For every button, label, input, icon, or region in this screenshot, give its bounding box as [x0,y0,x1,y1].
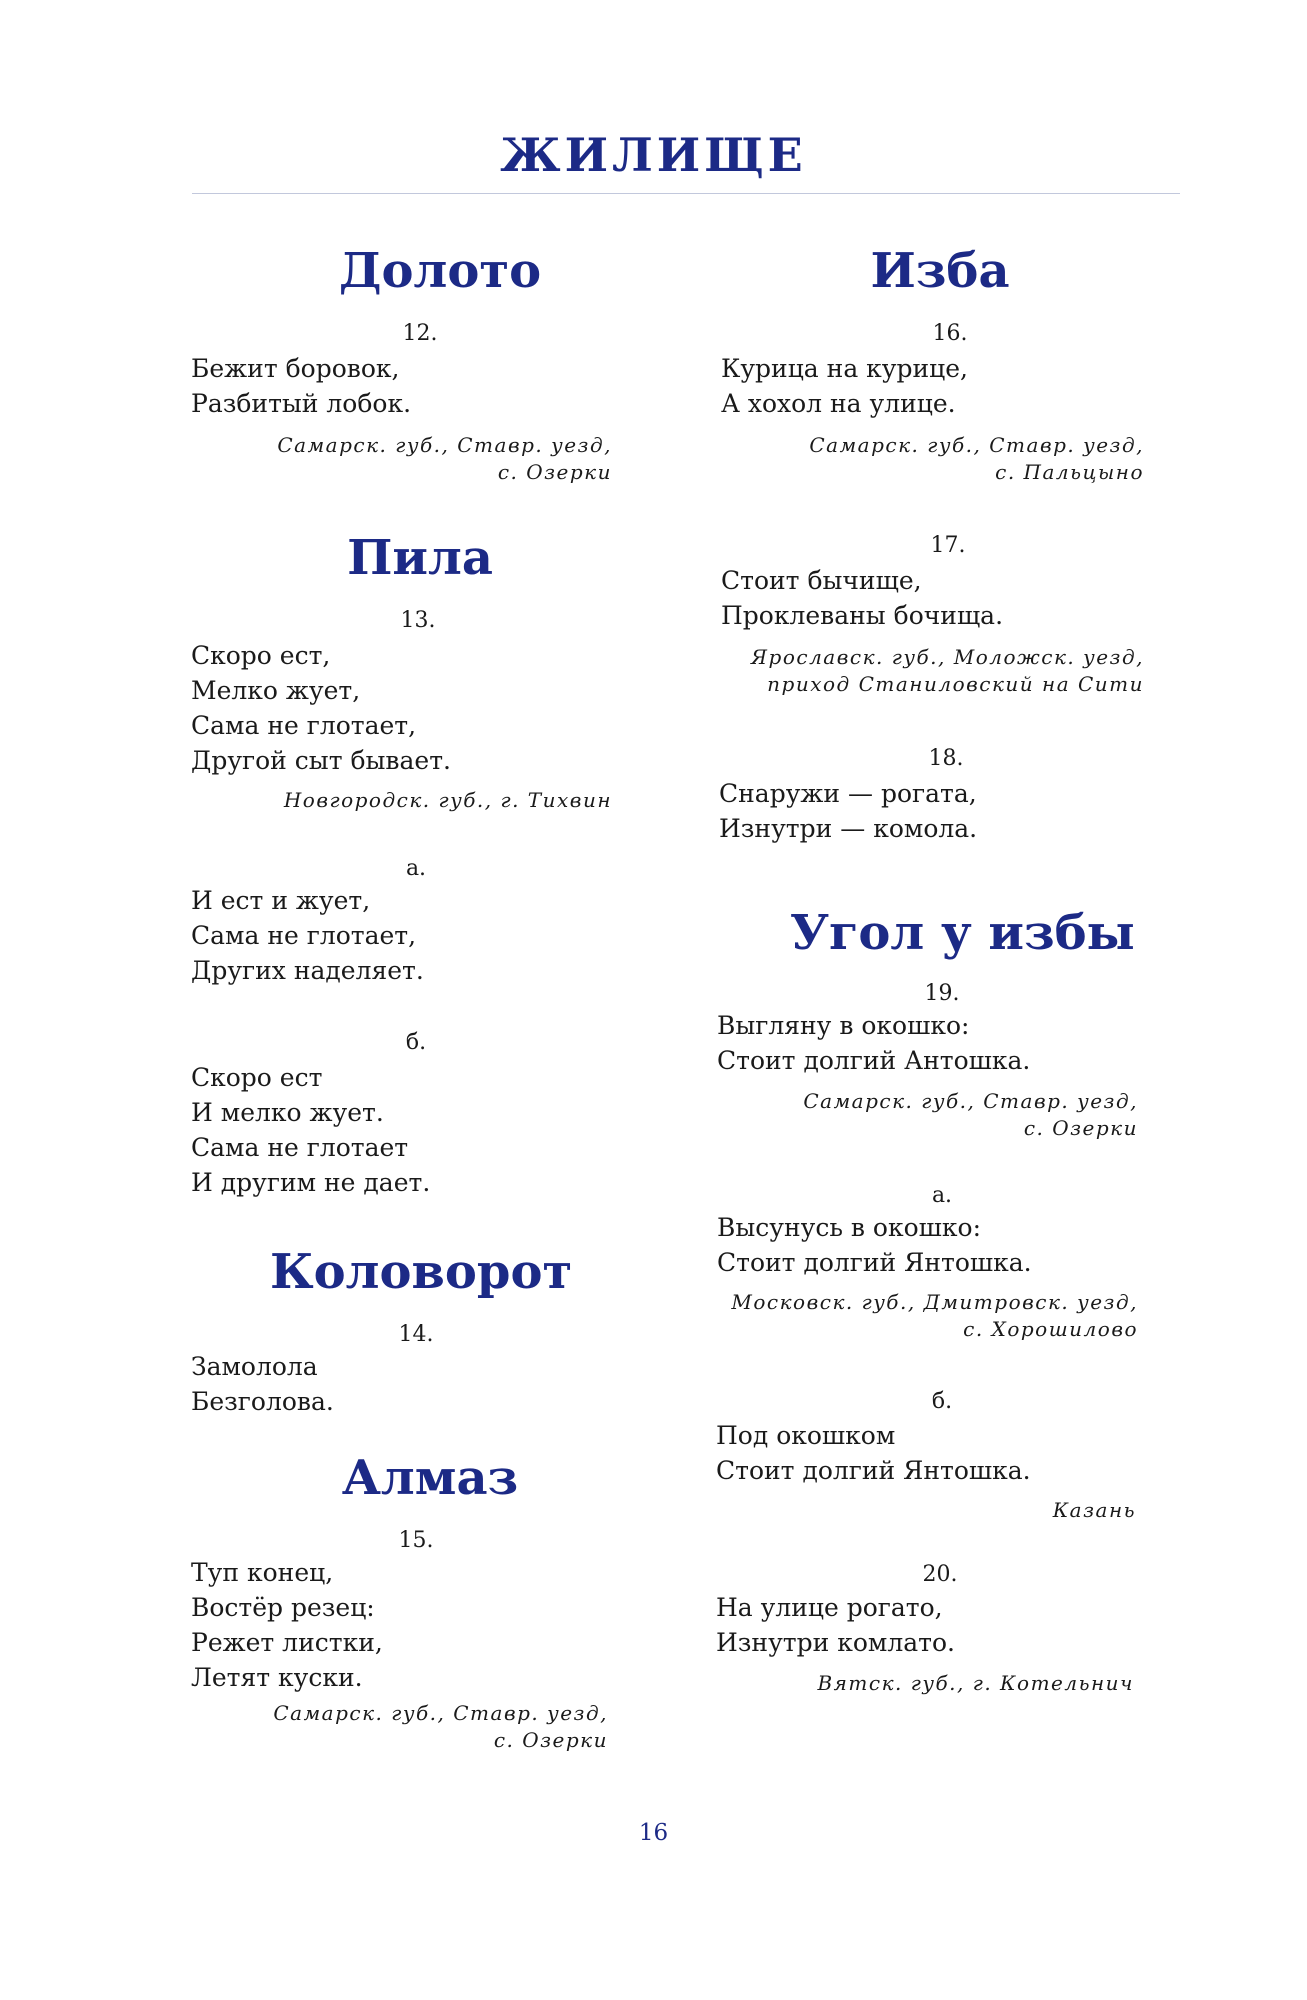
riddle-number: б. [405,1030,427,1055]
riddle-verse [719,776,977,846]
source-line: с. Озерки [493,1728,608,1752]
riddle-verse [721,563,1003,633]
verse-line: Режет листки, [191,1628,383,1657]
verse-line: Выгляну в окошко: [717,1011,970,1040]
riddle-verse [191,1060,430,1200]
riddle-number: а. [405,856,427,881]
verse-line: Востёр резец: [191,1593,375,1622]
riddle-verse [717,1008,1030,1078]
riddle-verse [191,351,411,421]
verse-line: Другой сыт бывает. [191,746,451,775]
riddle-source [200,1700,608,1754]
heading-ugol-u-izby: Угол у избы [790,905,1135,961]
source-line: с. Пальцыно [995,460,1144,484]
verse-line: Изнутри комлато. [716,1628,955,1657]
verse-line: Бежит боровок, [191,354,400,383]
heading-pila: Пила [347,530,493,586]
verse-line: И другим не дает. [191,1168,431,1197]
verse-line: Курица на курице, [721,354,968,383]
verse-line: Стоит долгий Янтошка. [717,1248,1032,1277]
source-line: приход Станиловский на Сити [767,672,1144,696]
verse-line: Туп конец, [191,1558,334,1587]
verse-line: Сама не глотает, [191,711,417,740]
verse-line: Под окошком [716,1421,896,1450]
verse-line: Стоит долгий Янтошка. [716,1456,1031,1485]
riddle-verse [721,351,968,421]
verse-line: И ест и жует, [191,886,371,915]
verse-line: Высунусь в окошко: [717,1213,982,1242]
riddle-verse [716,1418,1031,1488]
source-line: с. Озерки [1023,1116,1138,1140]
source-line: Московск. губ., Дмитровск. уезд, [731,1290,1138,1314]
verse-line: И мелко жует. [191,1098,384,1127]
verse-line: А хохол на улице. [721,389,956,418]
riddle-number: б. [931,1389,953,1414]
source-line: Самарск. губ., Ставр. уезд, [273,1701,608,1725]
verse-line: Сама не глотает [191,1133,409,1162]
riddle-verse [717,1210,1032,1280]
verse-line: На улице рогато, [716,1593,943,1622]
riddle-verse [191,883,424,988]
riddle-source [720,1088,1138,1142]
source-line: с. Хорошилово [963,1317,1138,1341]
verse-line: Стоит долгий Антошка. [717,1046,1031,1075]
riddle-source [720,432,1144,486]
riddle-number: 12. [402,321,438,346]
riddle-number: а. [931,1183,953,1208]
source-line: с. Озерки [497,460,612,484]
riddle-number: 20. [922,1562,958,1587]
source-line: Новгородск. губ., г. Тихвин [283,788,612,812]
riddle-verse [191,1349,334,1419]
source-line: Самарск. губ., Ставр. уезд, [277,433,612,457]
source-line: Самарск. губ., Ставр. уезд, [803,1089,1138,1113]
verse-line: Стоит бычище, [721,566,922,595]
verse-line: Скоро ест [191,1063,323,1092]
page-number: 16 [638,1820,669,1846]
chapter-title: ЖИЛИЩЕ [500,128,807,182]
riddle-verse [716,1590,955,1660]
verse-line: Сама не глотает, [191,921,417,950]
riddle-number: 18. [928,746,964,771]
verse-line: Разбитый лобок. [191,389,412,418]
riddle-verse [191,1555,383,1695]
riddle-source [720,1289,1138,1343]
verse-line: Проклеваны бочища. [721,601,1004,630]
verse-line: Мелко жует, [191,676,361,705]
verse-line: Безголова. [191,1387,334,1416]
riddle-number: 16. [932,321,968,346]
title-divider [192,193,1180,194]
riddle-number: 15. [398,1528,434,1553]
riddle-source [720,644,1144,698]
heading-almaz: Алмаз [341,1450,519,1506]
riddle-source [200,787,612,814]
riddle-number: 17. [930,533,966,558]
heading-izba: Изба [870,243,1010,299]
verse-line: Снаружи — рогата, [719,779,977,808]
heading-kolovorot: Коловорот [270,1244,573,1300]
source-line: Самарск. губ., Ставр. уезд, [809,433,1144,457]
verse-line: Летят куски. [191,1663,363,1692]
verse-line: Замолола [191,1352,318,1381]
heading-doloto: Долото [338,243,542,299]
riddle-number: 19. [924,981,960,1006]
riddle-number: 14. [398,1322,434,1347]
riddle-source [720,1670,1134,1697]
riddle-verse [191,638,451,778]
riddle-number: 13. [400,608,436,633]
verse-line: Изнутри — комола. [719,814,978,843]
riddle-source [720,1497,1136,1524]
verse-line: Скоро ест, [191,641,331,670]
verse-line: Других наделяет. [191,956,424,985]
source-line: Вятск. губ., г. Котельнич [817,1671,1134,1695]
riddle-source [200,432,612,486]
source-line: Ярославск. губ., Моложск. уезд, [750,645,1144,669]
source-line: Казань [1052,1498,1136,1522]
